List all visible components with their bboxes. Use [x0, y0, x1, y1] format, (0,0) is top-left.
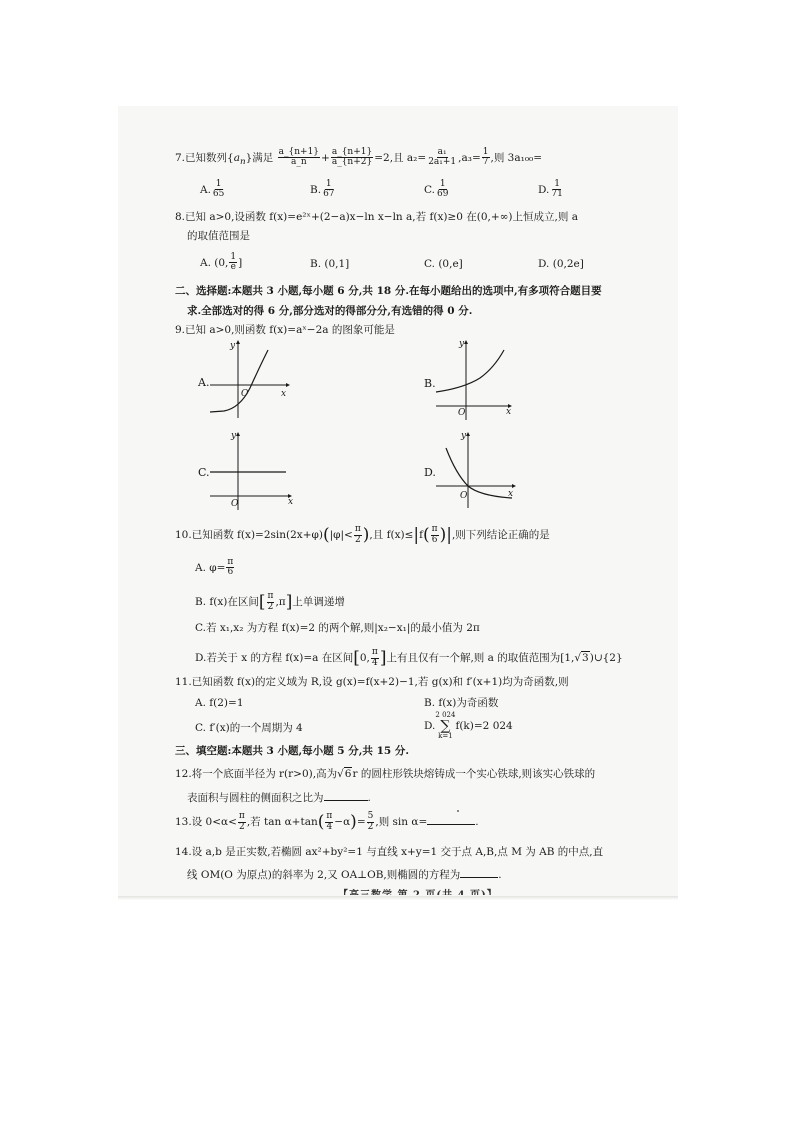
q7-mid: }满足	[245, 151, 274, 164]
q10-abs-num: π	[431, 524, 438, 535]
q7-option-c	[424, 180, 450, 200]
q7-option-d-letter: D.	[538, 183, 550, 196]
section-2-heading-line-2: 求.全部选对的得 6 分,部分选对的得部分分,有选错的得 0 分.	[187, 305, 473, 317]
q14-line-2-text: 线 OM(O 为原点)的斜率为 2,又 OA⊥OB,则椭圆的方程为	[187, 869, 461, 881]
q9-graph-d	[424, 426, 524, 519]
q10-option-a-den: 6	[227, 567, 234, 578]
q10-cond-den: 2	[354, 534, 361, 545]
q8-option-a-num: 1	[230, 252, 237, 262]
q10-option-a-num: π	[227, 557, 234, 567]
q7-option-c-letter: C.	[424, 183, 435, 196]
q9-graph-c-x-label: x	[288, 497, 294, 507]
q10-option-d-sqrt: 3	[582, 652, 589, 665]
q9-graph-a-y-arrow	[236, 340, 240, 344]
q10-option-b-post: ,π	[275, 596, 286, 609]
q9-graph-d-x-label: x	[508, 489, 514, 499]
q9-graph-d-origin: O	[460, 491, 468, 501]
question-12-line-2	[187, 790, 371, 805]
q12-pre: 12.将一个底面半径为 r(r>0),高为	[175, 768, 338, 780]
q13-f2-den: 4	[326, 821, 333, 832]
question-8-stem-line-1: 8.已知 a>0,设函数 f(x)=e²ˣ+(2−a)x−ln x−ln a,若 f(x)≥0 在(0,+∞)上恒成立,则 a	[175, 211, 578, 223]
q7-option-a	[200, 180, 226, 200]
q7-option-c-num: 1	[439, 179, 446, 189]
q13-f3-num: 5	[367, 811, 374, 822]
q13-mid: ,若 tan α+tan	[246, 816, 318, 829]
q7-frac-1-den: a_n	[291, 157, 307, 168]
q9-graph-c-origin: O	[231, 499, 239, 509]
q14-answer-blank[interactable]	[460, 867, 498, 878]
q9-graph-a-curve	[210, 350, 268, 412]
q9-graph-a-plot	[198, 336, 298, 426]
q10-cond-num: π	[354, 524, 361, 535]
q8-option-a-pre: A. (0,	[200, 256, 229, 269]
q10-cond-pre: |φ|<	[329, 529, 353, 542]
q10-pre: 10.已知函数 f(x)=2sin(2x+φ)	[175, 529, 323, 542]
q7-option-b	[310, 180, 337, 200]
q11-option-a: A. f(2)=1	[195, 697, 244, 709]
q12-line-2-text: 表面积与圆柱的侧面积之比为	[187, 792, 324, 804]
q7-prefix: 7.已知数列{	[175, 151, 234, 164]
q7-frac-3-num: a₁	[437, 147, 447, 157]
q9-graph-c-y-label: y	[231, 431, 237, 441]
q7-option-d-den: 71	[551, 189, 563, 200]
q7-frac-2-den: a_{n+2}	[331, 157, 373, 168]
q10-option-b-tail: 上单调递增	[292, 596, 345, 609]
q9-graph-c-y-arrow	[236, 432, 240, 436]
q10-mid: ,且 f(x)≤	[369, 529, 414, 542]
q10-option-d-in: 0,	[359, 652, 370, 665]
q7-option-a-num: 1	[215, 179, 222, 189]
speck	[457, 810, 459, 812]
q9-graph-d-x-arrow	[512, 484, 516, 488]
q7-frac-4-num: 1	[482, 147, 489, 157]
q13-end: .	[475, 816, 479, 829]
q9-graph-b-x-label: x	[506, 407, 512, 417]
q11-option-d	[424, 712, 513, 740]
q10-option-c: C.若 x₁,x₂ 为方程 f(x)=2 的两个解,则|x₂−x₁|的最小值为 2π	[195, 622, 480, 634]
q8-option-c: C. (0,e]	[424, 258, 463, 270]
q9-graph-c-letter: C.	[198, 466, 210, 479]
q7-frac-3	[427, 148, 457, 168]
question-11-stem: 11.已知函数 f(x)的定义域为 R,设 g(x)=f(x+2)−1,若 g(x)和 f′(x+1)均为奇函数,则	[175, 676, 569, 688]
q13-f2-num: π	[326, 811, 333, 822]
q7-frac-1	[278, 148, 320, 168]
q7-frac-2-num: a_{n+1}	[331, 147, 373, 157]
q13-post: ,则 sin α=	[375, 816, 428, 829]
q10-option-a-pre: A. φ=	[195, 561, 226, 574]
q8-option-a	[200, 253, 242, 273]
q10-option-a	[195, 558, 235, 578]
q10-option-b-pre: B. f(x)在区间	[195, 596, 259, 609]
q7-option-a-letter: A.	[200, 183, 211, 196]
q8-option-d: D. (0,2e]	[538, 258, 584, 270]
q13-answer-blank[interactable]	[427, 814, 475, 825]
q9-graph-d-plot	[424, 426, 524, 516]
q13-eq: =	[356, 816, 366, 829]
q9-graph-d-y-arrow	[466, 432, 470, 436]
q7-option-b-letter: B.	[310, 183, 322, 196]
q7-a2: a₂=	[406, 151, 427, 164]
q11-option-d-post: f(k)=2 024	[455, 720, 513, 732]
q11-option-d-upper: 2 024	[435, 711, 456, 719]
q13-f1-num: π	[238, 811, 245, 822]
q9-graph-b-letter: B.	[424, 377, 436, 390]
q9-graph-a-origin: O	[241, 389, 249, 399]
q10-option-d-den: 4	[371, 657, 378, 668]
q9-graph-a-y-label: y	[230, 341, 236, 351]
q7-option-d	[538, 180, 565, 200]
q10-option-b-num: π	[267, 591, 274, 602]
q10-option-d-mid: 上有且仅有一个解,则 a 的取值范围为[1,	[386, 652, 575, 665]
question-10-stem: 10.已知函数 f(x)=2sin(2x+φ)(|φ|< $\frac{\pi}{2}$ ),且 f(x)≤|f( $\frac{\pi}{6}$ )|,则下列结论正确的是	[175, 524, 550, 545]
q7-eq2: =2,且	[374, 151, 404, 164]
q9-graph-b	[424, 336, 524, 429]
section-2-heading-line-1: 二、选择题:本题共 3 小题,每小题 6 分,共 18 分.在每小题给出的选项中,有多项符合题目要	[175, 285, 602, 297]
q7-plus: +	[321, 151, 330, 164]
q13-f3-den: 2	[367, 821, 374, 832]
q8-option-b: B. (0,1]	[310, 258, 350, 270]
q10-option-d-num: π	[371, 647, 378, 658]
question-7-stem: 7.已知数列$\{a_n\}$满足 $\frac{a\_\{n+1\}}{a\_n}$ + $\frac{a\_\{n+1\}}{a\_\{n+2\}}$ =2,且 a₂= $\frac{\text{a₁}}{\text{2a₁+1}}$ ,a₃= $\frac{1}{7}$ ,则 3a₁₀₀=	[175, 147, 543, 168]
q9-graph-a-x-label: x	[281, 389, 287, 399]
q10-option-d-pre: D.若关于 x 的方程 f(x)=a 在区间	[195, 652, 354, 665]
q9-graph-c-plot	[198, 426, 298, 516]
q11-option-d-sigma: ∑	[440, 718, 451, 734]
q9-graph-b-y-arrow	[464, 340, 468, 344]
q10-abs-pre: f	[419, 529, 424, 542]
q9-graph-b-y-label: y	[459, 339, 465, 349]
q7-frac-3-den: 2a₁+1	[428, 157, 457, 168]
q8-option-a-post: ]	[238, 256, 243, 269]
q10-option-b: B. f(x)在区间[ $\frac{\pi}{2}$ ,π]上单调递增	[195, 591, 345, 612]
q10-option-d: D.若关于 x 的方程 f(x)=a 在区间[0, $\frac{\pi}{4}$ ]上有且仅有一个解,则 a 的取值范围为[1,√3)∪{2}	[195, 647, 623, 668]
q7-option-d-num: 1	[554, 179, 560, 189]
q9-graph-d-curve	[446, 448, 512, 498]
q7-frac-2	[331, 148, 373, 168]
q7-frac-4-den: 7	[482, 157, 489, 168]
q7-option-b-den: 67	[323, 189, 335, 200]
q13-f1-den: 2	[239, 821, 245, 832]
q9-graph-b-origin: O	[458, 408, 466, 418]
q7-frac-1-num: a_{n+1}	[278, 147, 320, 157]
q9-graph-a-letter: A.	[198, 376, 210, 389]
q7-then: ,则 3a₁₀₀=	[490, 151, 543, 164]
q9-graph-a	[198, 336, 298, 429]
q7-option-a-den: 65	[212, 189, 225, 200]
q12-answer-blank[interactable]	[324, 790, 368, 801]
q10-option-b-den: 2	[267, 601, 274, 612]
q11-option-c: C. f′(x)的一个周期为 4	[195, 722, 303, 734]
q12-post: r 的圆柱形铁块熔铸成一个实心铁球,则该实心铁球的	[352, 768, 596, 780]
q7-option-b-num: 1	[325, 179, 332, 189]
question-14-line-1: 14.设 a,b 是正实数,若椭圆 ax²+by²=1 与直线 x+y=1 交于点 A,B,点 M 为 AB 的中点,直	[175, 846, 604, 858]
q9-graph-d-letter: D.	[424, 466, 436, 479]
q9-graph-a-x-arrow	[286, 383, 290, 387]
q7-a3: ,a₃=	[458, 151, 481, 164]
sigma-symbol	[435, 712, 455, 740]
q13-pre: 13.设 0<α<	[175, 816, 237, 829]
q13-mid2: −α	[334, 816, 351, 829]
q8-option-a-den: e	[230, 262, 236, 273]
q10-post: ,则下列结论正确的是	[451, 529, 550, 542]
q11-option-b: B. f(x)为奇函数	[424, 697, 499, 709]
q7-frac-4	[482, 148, 490, 168]
q9-graph-c	[198, 426, 298, 519]
q11-option-d-lower: k=1	[438, 732, 453, 740]
question-12-line-1: 12.将一个底面半径为 r(r>0),高为√6r 的圆柱形铁块熔铸成一个实心铁球,则该实心铁球的	[175, 768, 596, 780]
q11-option-d-pre: D.	[424, 720, 436, 732]
q9-graph-d-y-label: y	[461, 431, 467, 441]
q10-abs-den: 6	[431, 534, 438, 545]
q9-graph-b-curve	[436, 350, 504, 392]
paper-edge	[118, 896, 678, 900]
q12-sqrt: 6	[344, 768, 352, 780]
question-8-stem-line-2: 的取值范围是	[187, 230, 250, 242]
question-9-stem: 9.已知 a>0,则函数 f(x)=aˣ−2a 的图象可能是	[175, 324, 395, 336]
question-13: 13.设 0<α< $\frac{\pi}{2}$ ,若 tan α+tan( $\frac{\pi}{4}$ −α)= $\frac{5}{2}$ ,则 sin α= .	[175, 811, 479, 832]
question-14-line-2	[187, 867, 502, 882]
q12-line-2-end: .	[367, 792, 371, 804]
q9-graph-b-plot	[424, 336, 524, 426]
section-3-heading: 三、填空题:本题共 3 小题,每小题 5 分,共 15 分.	[175, 745, 409, 757]
q14-line-2-end: .	[498, 869, 502, 881]
q7-option-c-den: 69	[437, 189, 449, 200]
q10-option-d-post: )∪{2}	[589, 652, 623, 665]
